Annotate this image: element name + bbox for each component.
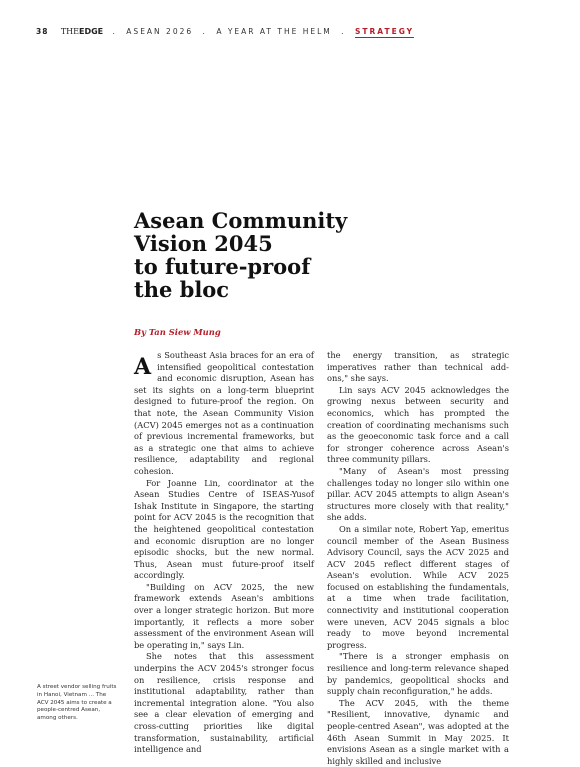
article-column-2 [327, 350, 509, 767]
publication-logo [61, 27, 103, 36]
drop-cap: A [134, 354, 152, 380]
header-section: ASEAN 2026 [126, 27, 194, 36]
title-line: to future-proof [134, 254, 311, 279]
paragraph: "There is a stronger emphasis on resilience and long-term relevance shaped by pandemics, geopolitical shocks and supply chain reconfiguration," he adds. [327, 651, 509, 697]
paragraph: On a similar note, Robert Yap, emeritus council member of the Asean Business Advisory Council, says the ACV 2025 and ACV 2045 reflect different stages of Asean's evolution. While ACV 2025 focused on establishing the fundamentals, at a time when trade facilitation, connectivity and institutional cooperation were uneven, ACV 2045 signals a bloc ready to move beyond incremental progress. [327, 523, 509, 650]
paragraph: Lin says ACV 2045 acknowledges the growing nexus between security and economics, which has prompted the creation of coordinating mechanisms such as the geoeconomic task force and a call for stronger coherence across Asean's three community pillars. [327, 384, 509, 465]
title-line: the bloc [134, 277, 230, 302]
paragraph: "Building on ACV 2025, the new framework extends Asean's ambitions over a longer strategic horizon. But more importantly, it reflects a more sober assessment of the environment Asean will be operating in," says Lin. [134, 581, 314, 650]
title-line: Vision 2045 [134, 231, 273, 256]
byline: By Tan Siew Mung [134, 327, 221, 337]
header-category: STRATEGY [354, 27, 415, 36]
paragraph-text: s Southeast Asia braces for an era of intensified geopolitical contestation and economic disruption, Asean has set its sights on a long-term blueprint designed to future-proof the region. On that note, the Asean Community Vision (ACV) 2045 emerges not as a continuation of previous incremental frameworks, but as a strategic one that aims to achieve resilience, adaptability and regional cohesion. [134, 350, 314, 476]
paragraph: the energy transition, as strategic imperatives rather than technical add-ons," she says. [327, 350, 509, 384]
logo-prefix: THE [60, 27, 79, 36]
title-line: Asean Community [134, 208, 348, 233]
logo-main: EDGE [78, 27, 104, 36]
article-title [134, 209, 434, 301]
page-number: 38 [36, 27, 49, 36]
paragraph [134, 350, 314, 478]
photo-caption: A street vendor selling fruits in Hanoi, Vietnam ... The ACV 2045 aims to create a people-centred Asean, among others. [37, 684, 117, 722]
paragraph: She notes that this assessment underpins the ACV 2045's stronger focus on resilience, crisis response and institutional adaptability, rather than incremental integration alone. "You also see a clear elevation of emerging and cross-cutting priorities like digital transformation, sustainability, artificial intelligence and [134, 651, 314, 755]
header-subsection: A YEAR AT THE HELM [216, 27, 332, 36]
running-header: 38 THEEDGE . ASEAN 2026 . A YEAR AT THE HELM . STRATEGY [36, 27, 415, 36]
paragraph: For Joanne Lin, coordinator at the Asean Studies Centre of ISEAS-Yusof Ishak Institute in Singapore, the starting point for ACV 2045 is the recognition that the heightened geopolitical contestation and economic disruption are no longer episodic shocks, but the new normal. Thus, Asean must future-proof itself accordingly. [134, 477, 314, 581]
paragraph: The ACV 2045, with the theme "Resilient, innovative, dynamic and people-centred Asean", was adopted at the 46th Asean Summit in May 2025. It envisions Asean as a single market with a highly skilled and inclusive [327, 697, 509, 766]
paragraph: "Many of Asean's most pressing challenges today no longer silo within one pillar. ACV 2045 attempts to align Asean's structures more closely with that reality," she adds. [327, 465, 509, 523]
article-column-1 [134, 350, 314, 756]
